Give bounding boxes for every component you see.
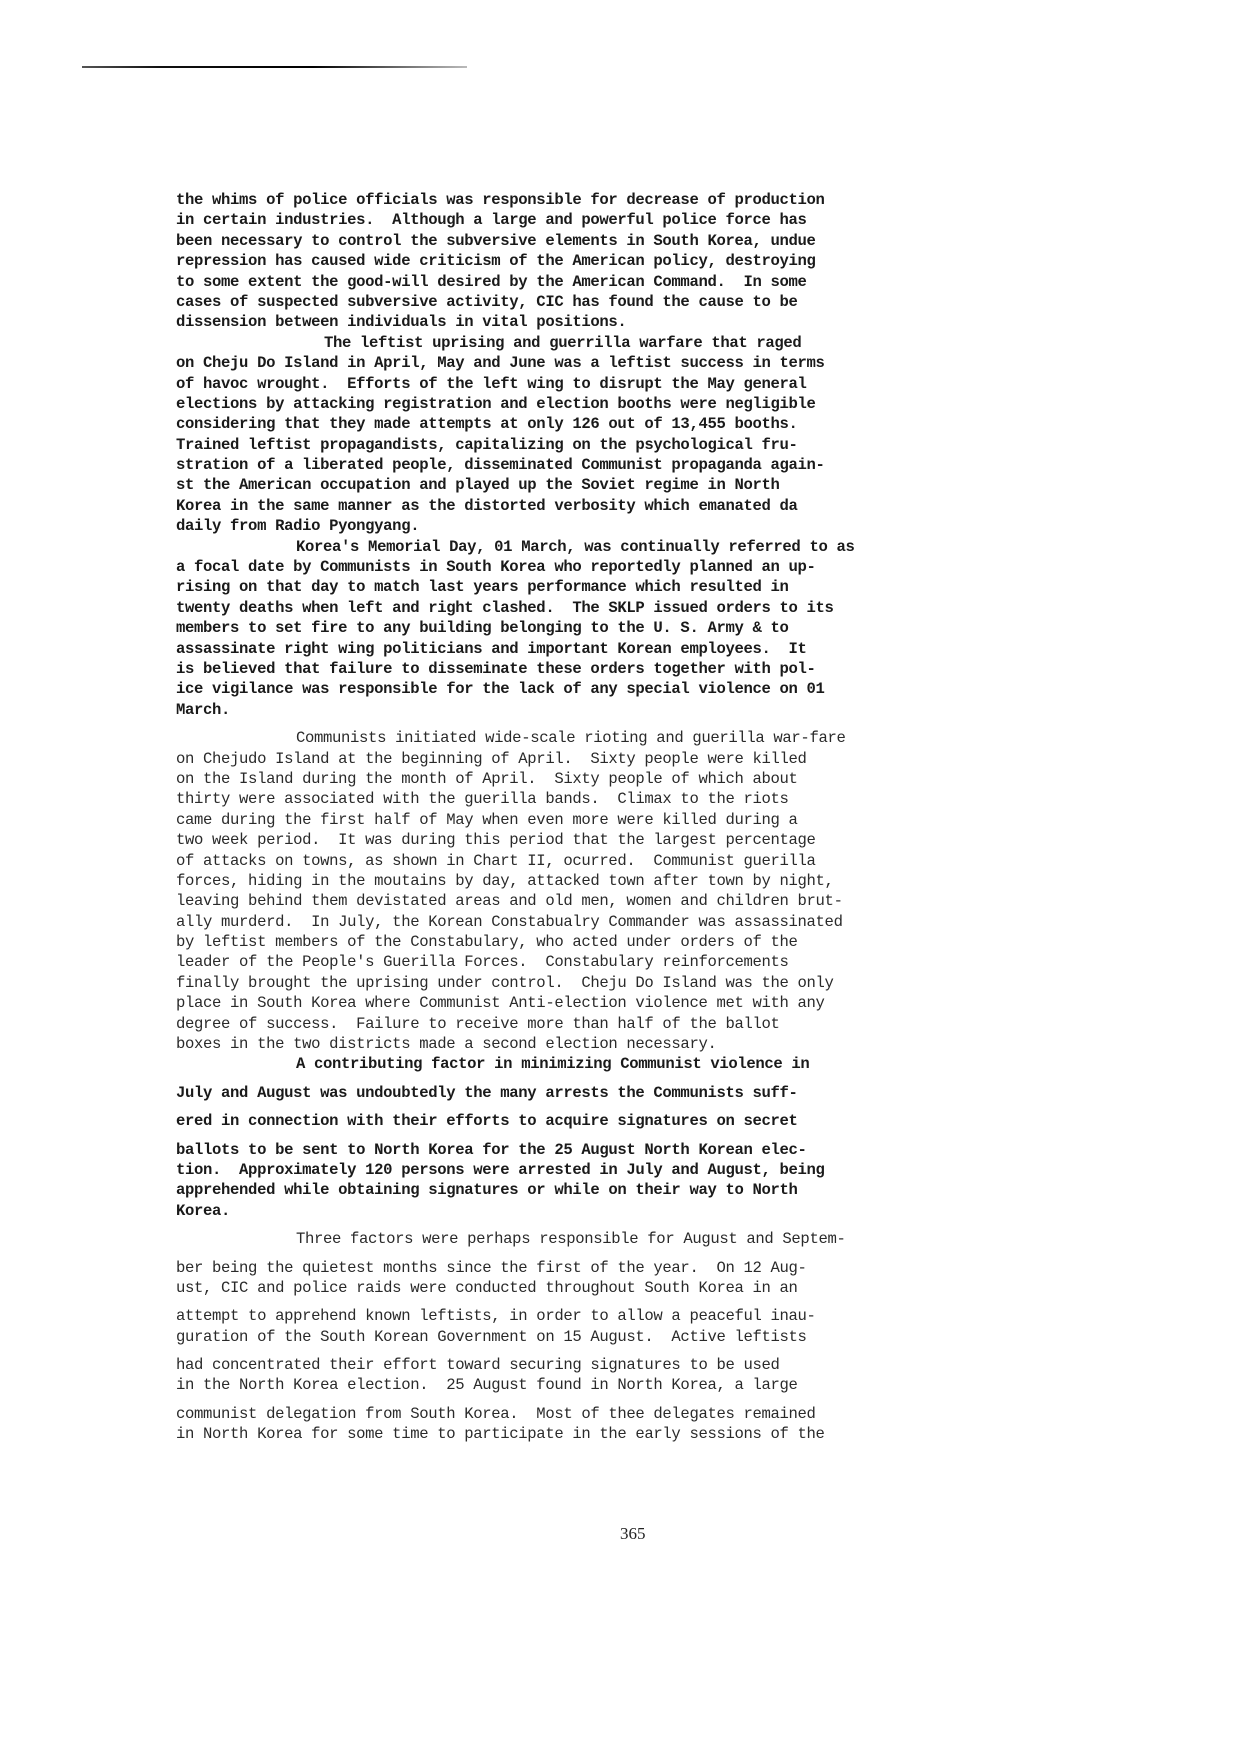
text-line: guration of the South Korean Government on 15 August. Active leftists (176, 1327, 807, 1346)
text-line: repression has caused wide criticism of the American policy, destroying (176, 252, 816, 271)
text-line: to some extent the good-will desired by the American Command. In some (176, 272, 807, 291)
text-line: ust, CIC and police raids were conducted throughout South Korea in an (176, 1278, 798, 1297)
text-line: attempt to apprehend known leftists, in order to allow a peaceful inau- (176, 1307, 816, 1326)
text-line: Trained leftist propagandists, capitalizing on the psychological fru- (176, 435, 798, 454)
text-line: leaving behind them devistated areas and old men, women and children brut- (176, 892, 843, 911)
text-line: had concentrated their effort toward securing signatures to be used (176, 1356, 780, 1375)
text-line: leader of the People's Guerilla Forces. Constabulary reinforcements (176, 953, 789, 972)
text-line: ally murderd. In July, the Korean Constabualry Commander was assassinated (176, 912, 843, 931)
text-line: The leftist uprising and guerrilla warfare that raged (324, 333, 802, 352)
text-line: Three factors were perhaps responsible for August and Septem- (296, 1230, 846, 1249)
text-line: Korea in the same manner as the distorted verbosity which emanated da (176, 496, 798, 515)
text-line: is believed that failure to disseminate these orders together with pol- (176, 659, 816, 678)
text-line: in North Korea for some time to participate in the early sessions of the (176, 1425, 825, 1444)
text-line: cases of suspected subversive activity, CIC has found the cause to be (176, 292, 798, 311)
text-line: Korea. (176, 1201, 231, 1220)
text-line: forces, hiding in the moutains by day, attacked town after town by night, (176, 871, 834, 890)
paragraph-quietest-months (176, 1229, 1036, 1445)
text-line: A contributing factor in minimizing Communist violence in (296, 1055, 810, 1074)
text-line: ber being the quietest months since the first of the year. On 12 Aug- (176, 1258, 807, 1277)
text-line: the whims of police officials was responsible for decrease of production (176, 191, 825, 209)
text-line: by leftist members of the Constabulary, who acted under orders of the (176, 933, 798, 952)
text-line: ballots to be sent to North Korea for the 25 August North Korean elec- (176, 1140, 807, 1159)
text-line: daily from Radio Pyongyang. (176, 517, 420, 536)
text-line: twenty deaths when left and right clashed. The SKLP issued orders to its (176, 598, 834, 617)
paragraph-cheju-uprising (176, 333, 1036, 537)
text-line: of attacks on towns, as shown in Chart II, ocurred. Communist guerilla (176, 851, 816, 870)
text-line: ered in connection with their efforts to acquire signatures on secret (176, 1112, 798, 1131)
text-line: communist delegation from South Korea. Most of thee delegates remained (176, 1404, 816, 1423)
text-line: degree of success. Failure to receive more than half of the ballot (176, 1014, 780, 1033)
text-line: March. (176, 700, 231, 719)
text-line: July and August was undoubtedly the many arrests the Communists suff- (176, 1083, 798, 1102)
paragraph-police-repression (176, 190, 1036, 333)
text-line: a focal date by Communists in South Korea who reportedly planned an up- (176, 558, 816, 577)
text-line: tion. Approximately 120 persons were arrested in July and August, being (176, 1160, 825, 1179)
text-line: place in South Korea where Communist Anti-election violence met with any (176, 994, 825, 1013)
text-line: apprehended while obtaining signatures or while on their way to North (176, 1181, 798, 1200)
text-line: on Cheju Do Island in April, May and June was a leftist success in terms (176, 354, 825, 373)
paragraph-gap (176, 1221, 1036, 1229)
text-line: in the North Korea election. 25 August found in North Korea, a large (176, 1376, 798, 1395)
paragraph-gap (176, 720, 1036, 728)
text-line: finally brought the uprising under control. Cheju Do Island was the only (176, 973, 834, 992)
text-line: ice vigilance was responsible for the lack of any special violence on 01 (176, 680, 825, 699)
text-line: two week period. It was during this period that the largest percentage (176, 831, 816, 850)
text-line: st the American occupation and played up the Soviet regime in North (176, 476, 780, 495)
text-line: assassinate right wing politicians and important Korean employees. It (176, 639, 807, 658)
paragraph-arrests (176, 1054, 1036, 1221)
text-line: came during the first half of May when even more were killed during a (176, 810, 798, 829)
page-number: 365 (620, 1524, 646, 1543)
text-line: in certain industries. Although a large and powerful police force has (176, 211, 807, 230)
paragraph-memorial-day (176, 537, 1036, 721)
text-line: considering that they made attempts at only 126 out of 13,455 booths. (176, 415, 798, 434)
text-line: on Chejudo Island at the beginning of April. Sixty people were killed (176, 749, 807, 768)
text-line: elections by attacking registration and election booths were negligible (176, 394, 816, 413)
text-line: dissension between individuals in vital positions. (176, 313, 627, 332)
text-line: members to set fire to any building belonging to the U. S. Army & to (176, 619, 789, 638)
text-line: of havoc wrought. Efforts of the left wing to disrupt the May general (176, 374, 807, 393)
text-line: stration of a liberated people, disseminated Communist propaganda again- (176, 456, 825, 475)
text-line: thirty were associated with the guerilla bands. Climax to the riots (176, 790, 789, 809)
paragraph-chejudo-rioting (176, 728, 1036, 1054)
header-rule (82, 66, 467, 68)
text-line: rising on that day to match last years performance which resulted in (176, 578, 789, 597)
text-line: on the Island during the month of April. Sixty people of which about (176, 769, 798, 788)
text-line: been necessary to control the subversive elements in South Korea, undue (176, 231, 816, 250)
text-line: boxes in the two districts made a second election necessary. (176, 1035, 717, 1054)
document-body (176, 190, 1036, 1445)
text-line: Communists initiated wide-scale rioting and guerilla war-fare (296, 729, 846, 748)
text-line: Korea's Memorial Day, 01 March, was continually referred to as (296, 537, 855, 556)
